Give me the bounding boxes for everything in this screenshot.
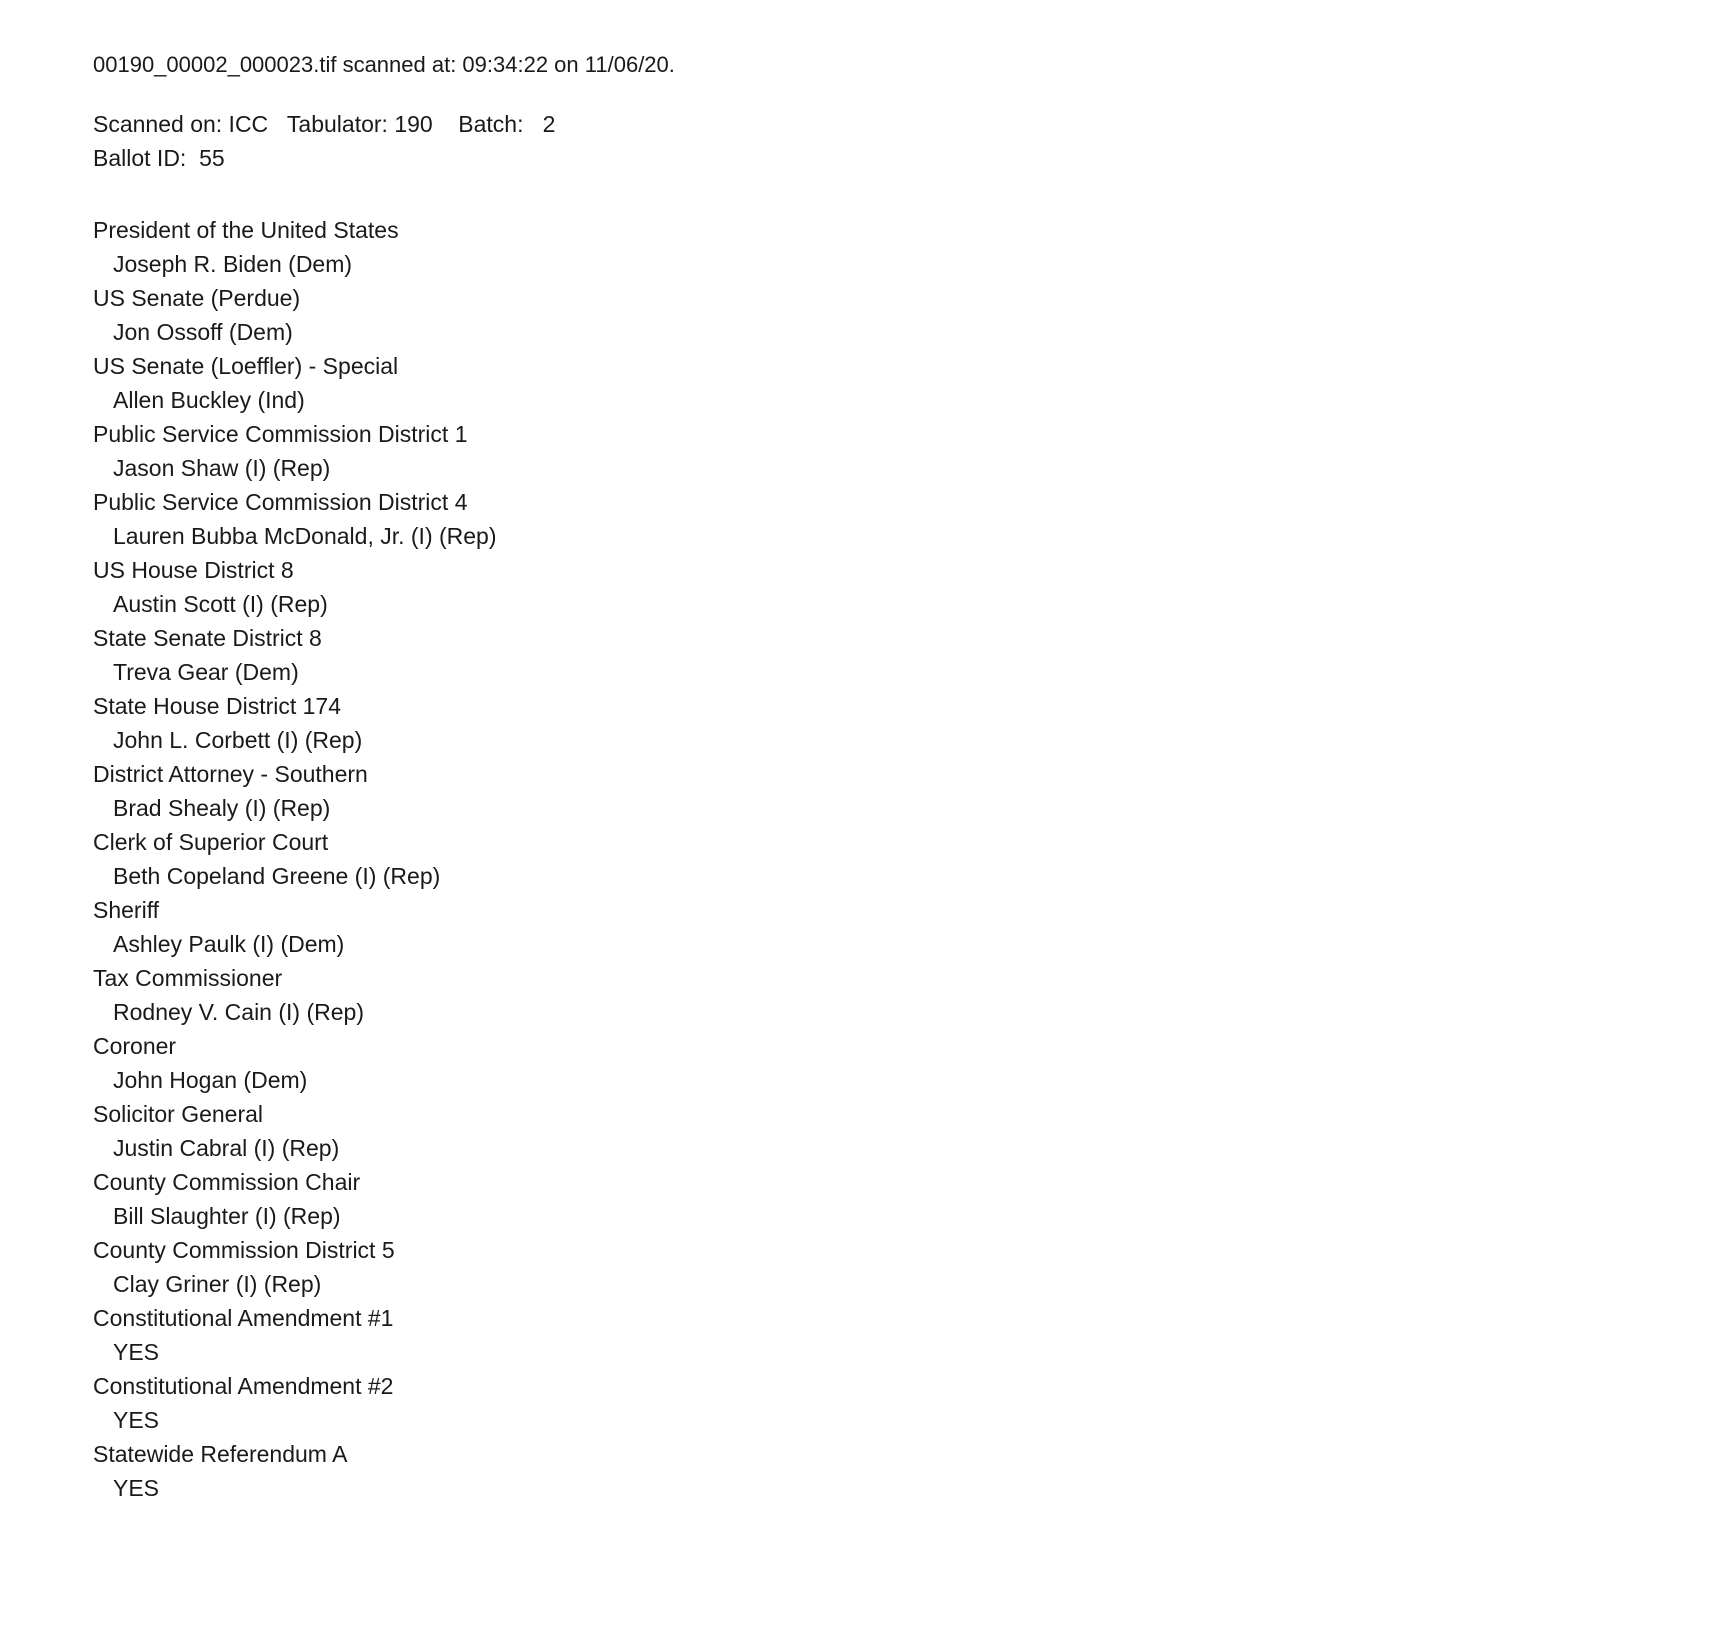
file-scan-info: 00190_00002_000023.tif scanned at: 09:34:22 on 11/06/20. [93,52,675,77]
contest-row [93,689,1649,757]
contest-title: State Senate District 8 [93,625,322,651]
contest-selection: Austin Scott (I) (Rep) [113,591,328,617]
contest-selection: Bill Slaughter (I) (Rep) [113,1203,341,1229]
contest-selection: Jon Ossoff (Dem) [113,319,293,345]
contest-selection: Brad Shealy (I) (Rep) [113,795,331,821]
contest-title: President of the United States [93,217,399,243]
contest-title: Solicitor General [93,1101,264,1127]
contest-title: County Commission Chair [93,1169,361,1195]
contest-row [93,281,1649,349]
contest-title: State House District 174 [93,693,342,719]
contest-row [93,757,1649,825]
contest-title: Sheriff [93,897,160,923]
contest-row [93,893,1649,961]
contest-selection: Ashley Paulk (I) (Dem) [113,931,345,957]
contest-selection: YES [113,1339,160,1365]
contest-selection: John L. Corbett (I) (Rep) [113,727,363,753]
contest-row [93,961,1649,1029]
contest-title: US House District 8 [93,557,294,583]
contest-title: Public Service Commission District 1 [93,421,468,447]
contest-selection: YES [113,1475,160,1501]
contest-row [93,349,1649,417]
contest-list [93,213,1649,1505]
contest-row [93,1437,1649,1505]
contest-row [93,1029,1649,1097]
contest-title: Constitutional Amendment #2 [93,1373,394,1399]
contest-row [93,1233,1649,1301]
contest-title: Tax Commissioner [93,965,283,991]
contest-selection: Beth Copeland Greene (I) (Rep) [113,863,441,889]
scan-header [93,107,1649,175]
contest-row [93,485,1649,553]
contest-title: US Senate (Loeffler) - Special [93,353,399,379]
contest-title: District Attorney - Southern [93,761,368,787]
contest-selection: Clay Griner (I) (Rep) [113,1271,322,1297]
contest-selection: Justin Cabral (I) (Rep) [113,1135,340,1161]
ballot-id: Ballot ID: 55 [93,145,225,171]
contest-title: Statewide Referendum A [93,1441,348,1467]
contest-selection: Joseph R. Biden (Dem) [113,251,353,277]
contest-selection: Allen Buckley (Ind) [113,387,305,413]
contest-selection: Treva Gear (Dem) [113,659,299,685]
contest-row [93,621,1649,689]
contest-title: Clerk of Superior Court [93,829,329,855]
contest-selection: John Hogan (Dem) [113,1067,308,1093]
contest-title: Coroner [93,1033,177,1059]
contest-selection: Lauren Bubba McDonald, Jr. (I) (Rep) [113,523,497,549]
contest-selection: Rodney V. Cain (I) (Rep) [113,999,364,1025]
scanner-tabulator-batch: Scanned on: ICC Tabulator: 190 Batch: 2 [93,111,556,137]
contest-row [93,825,1649,893]
contest-row [93,213,1649,281]
contest-title: Public Service Commission District 4 [93,489,468,515]
contest-selection: Jason Shaw (I) (Rep) [113,455,331,481]
contest-selection: YES [113,1407,160,1433]
contest-row [93,1165,1649,1233]
contest-row [93,417,1649,485]
contest-row [93,1097,1649,1165]
contest-title: Constitutional Amendment #1 [93,1305,394,1331]
contest-row [93,1301,1649,1369]
contest-row [93,553,1649,621]
contest-title: US Senate (Perdue) [93,285,301,311]
contest-row [93,1369,1649,1437]
contest-title: County Commission District 5 [93,1237,395,1263]
